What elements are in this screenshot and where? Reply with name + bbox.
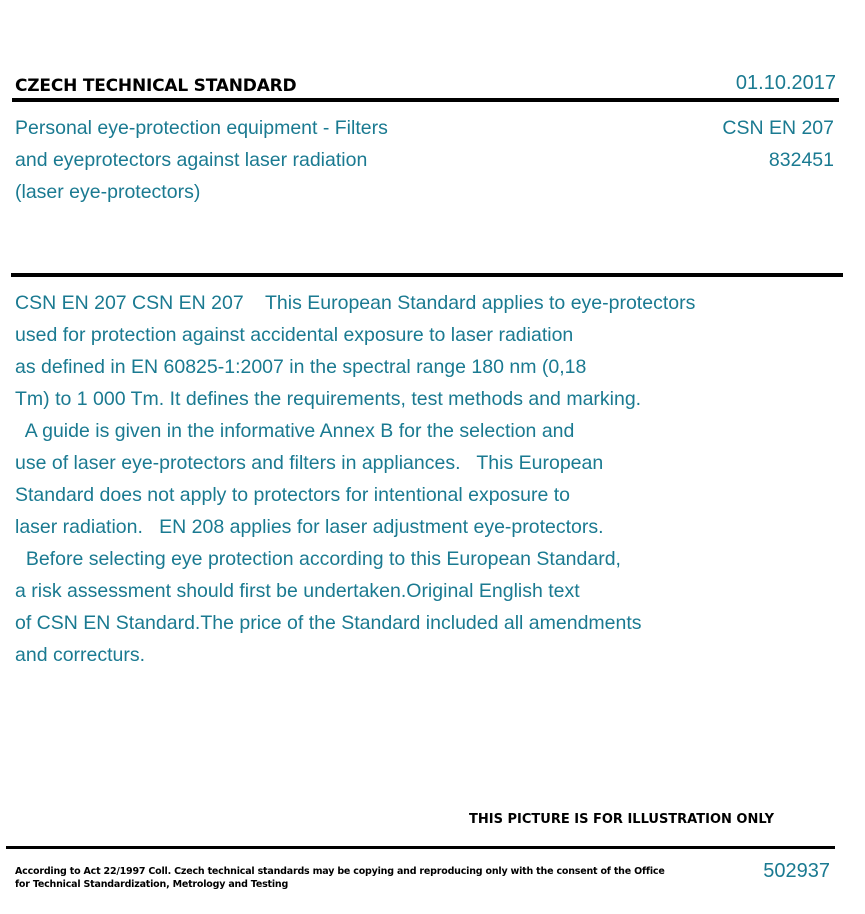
document-title-line: (laser eye-protectors) [15,181,201,203]
abstract-line: A guide is given in the informative Annex B for the selection and [15,420,575,442]
abstract-line: Tm) to 1 000 Tm. It defines the requirements, test methods and marking. [15,388,642,410]
legal-notice-line: for Technical Standardization, Metrology and Testing [15,879,289,890]
legal-notice [15,865,665,891]
standard-code: CSN EN 207 [722,117,834,139]
abstract-line: Before selecting eye protection according to this European Standard, [15,548,621,570]
abstract-line: CSN EN 207 CSN EN 207 This European Standard applies to eye-protectors [15,292,696,314]
standard-type-heading: CZECH TECHNICAL STANDARD [15,76,297,96]
document-identifiers [722,112,834,176]
abstract-line: used for protection against accidental exposure to laser radiation [15,324,574,346]
abstract-line: a risk assessment should first be undertaken.Original English text [15,580,580,602]
abstract-line: of CSN EN Standard.The price of the Standard included all amendments [15,612,642,634]
abstract-line: as defined in EN 60825-1:2007 in the spectral range 180 nm (0,18 [15,356,587,378]
document-number: 502937 [763,860,830,882]
title-divider [11,273,843,277]
abstract-line: laser radiation. EN 208 applies for laser adjustment eye-protectors. [15,516,604,538]
header-divider [12,98,839,102]
footer-divider [6,846,835,849]
abstract-line: use of laser eye-protectors and filters in appliances. This European [15,452,604,474]
document-title [15,112,388,208]
abstract-text [15,287,695,671]
document-title-line: and eyeprotectors against laser radiation [15,149,368,171]
legal-notice-line: According to Act 22/1997 Coll. Czech technical standards may be copying and reproducing only with the consent of the Office [15,866,665,877]
catalog-number: 832451 [768,149,834,171]
abstract-line: and correcturs. [15,644,146,666]
illustration-disclaimer: THIS PICTURE IS FOR ILLUSTRATION ONLY [469,812,774,827]
publication-date: 01.10.2017 [735,72,836,94]
document-title-line: Personal eye-protection equipment - Filters [15,117,388,139]
abstract-line: Standard does not apply to protectors for intentional exposure to [15,484,571,506]
